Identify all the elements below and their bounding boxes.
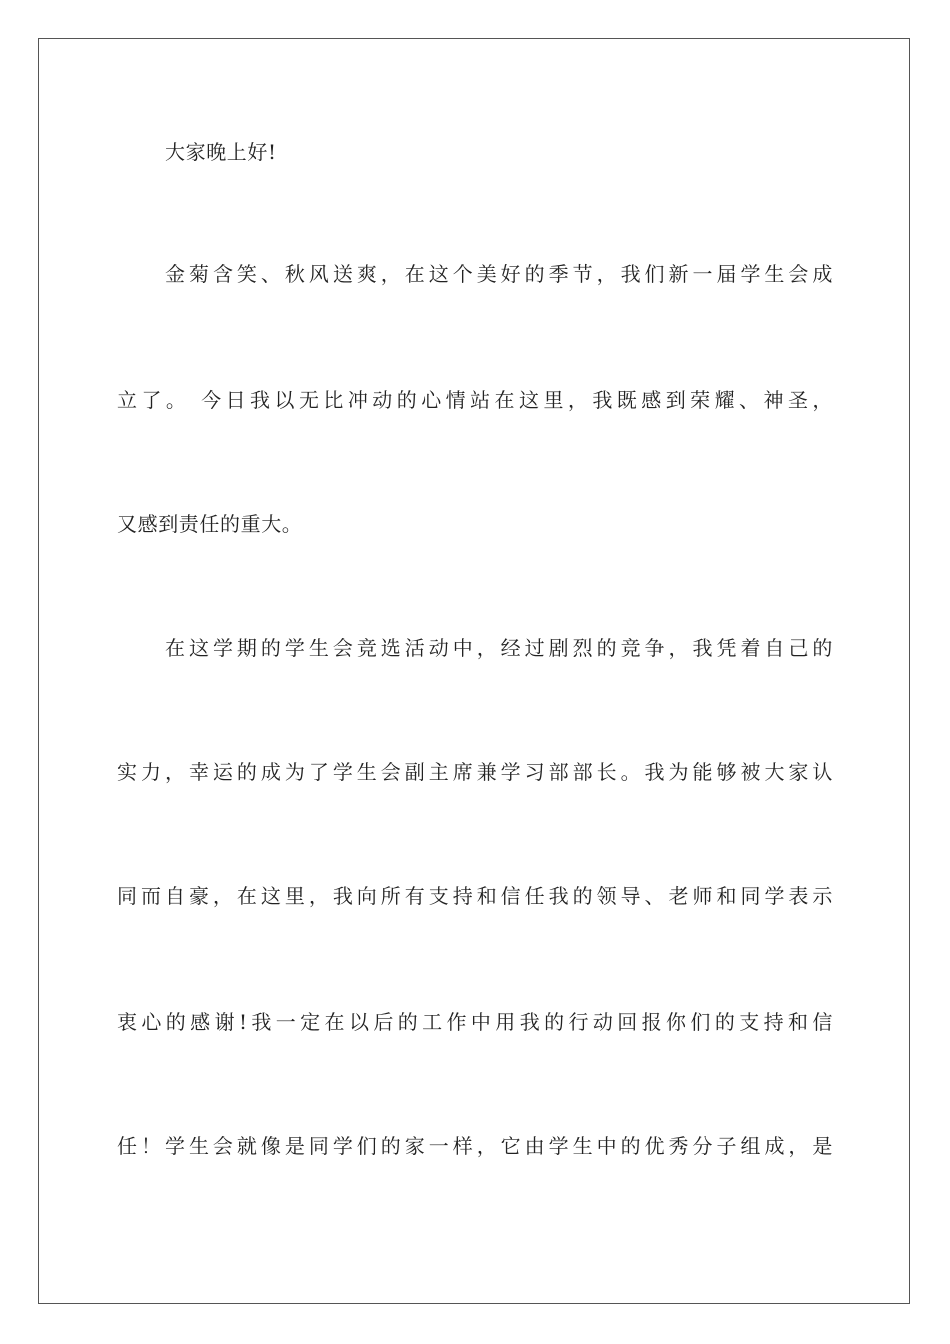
paragraph-2-line-5: 任！学生会就像是同学们的家一样，它由学生中的优秀分子组成，是 <box>117 1134 833 1158</box>
paragraph-2-line-3: 同而自豪，在这里，我向所有支持和信任我的领导、老师和同学表示 <box>117 884 833 908</box>
paragraph-1-line-3: 又感到责任的重大。 <box>117 512 303 536</box>
paragraph-1-line-2: 立了。 今日我以无比冲动的心情站在这里，我既感到荣耀、神圣， <box>117 388 833 412</box>
page-border <box>38 38 910 1304</box>
paragraph-2-line-1: 在这学期的学生会竞选活动中，经过剧烈的竞争，我凭着自己的 <box>165 636 833 660</box>
paragraph-2-line-2: 实力，幸运的成为了学生会副主席兼学习部部长。我为能够被大家认 <box>117 760 833 784</box>
paragraph-1-line-1: 金菊含笑、秋风送爽，在这个美好的季节，我们新一届学生会成 <box>165 262 833 286</box>
paragraph-2-line-4: 衷心的感谢!我一定在以后的工作中用我的行动回报你们的支持和信 <box>117 1010 833 1034</box>
greeting-line: 大家晚上好! <box>165 140 277 164</box>
